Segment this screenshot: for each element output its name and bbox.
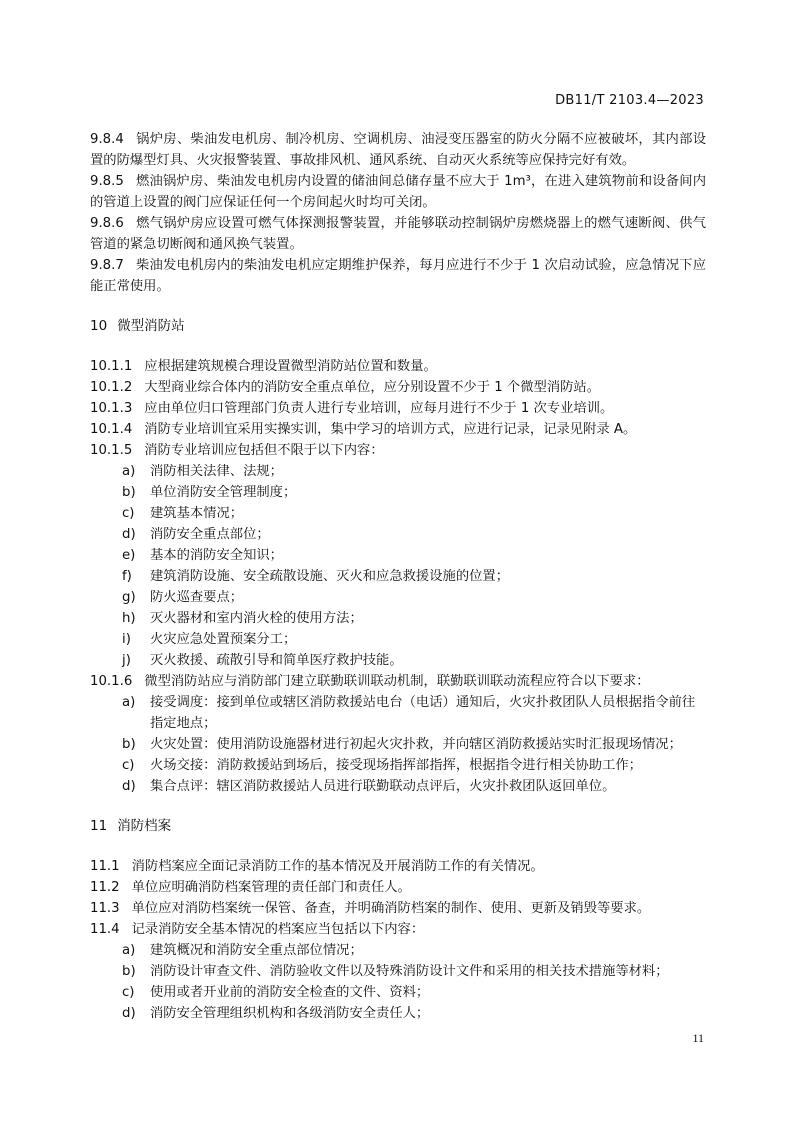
clause-number: 9.8.6 bbox=[90, 216, 124, 231]
paragraph-text: 建筑概况和消防安全重点部位情况； bbox=[150, 943, 363, 958]
list-item bbox=[90, 940, 706, 961]
clause-11-4 bbox=[90, 919, 706, 940]
paragraph-text: 单位消防安全管理制度； bbox=[150, 485, 297, 500]
list-item bbox=[90, 692, 706, 734]
list-item bbox=[90, 545, 706, 566]
paragraph-text: 锅炉房、柴油发电机房、制冷机房、空调机房、油浸变压器室的防火分隔不应被破坏，其内部设置的防爆型灯具、火灾报警装置、事故排风机、通风系统、自动灭火系统等应保持完好有效。 bbox=[90, 132, 706, 168]
paragraph-text: 建筑基本情况； bbox=[150, 506, 244, 521]
clause-10-1-6 bbox=[90, 671, 706, 692]
clause-10-1-5 bbox=[90, 440, 706, 461]
clause-number: 10.1.5 bbox=[90, 443, 133, 458]
list-item bbox=[90, 524, 706, 545]
paragraph-text: 火场交接：消防救援站到场后，接受现场指挥部指挥，根据指令进行相关协助工作； bbox=[150, 758, 642, 773]
list-item-letter: f) bbox=[122, 569, 132, 584]
list-item-letter: d) bbox=[122, 527, 136, 542]
list-item-letter: c) bbox=[122, 506, 135, 521]
clause-number: 10.1.1 bbox=[90, 359, 133, 374]
paragraph-text: 集合点评：辖区消防救援站人员进行联勤联动点评后，火灾扑救团队返回单位。 bbox=[150, 779, 616, 794]
clause-10-1-1 bbox=[90, 356, 706, 377]
list-item-letter: a) bbox=[122, 695, 136, 710]
paragraph-text: 使用或者开业前的消防安全检查的文件、资料； bbox=[150, 985, 430, 1000]
list-item-letter: h) bbox=[122, 611, 136, 626]
clause-11-3 bbox=[90, 898, 706, 919]
clause-9-8-5 bbox=[90, 171, 706, 213]
paragraph-text: 应由单位归口管理部门负责人进行专业培训，应每月进行不少于 1 次专业培训。 bbox=[144, 401, 614, 416]
list-item-letter: a) bbox=[122, 464, 136, 479]
paragraph-text: 微型消防站应与消防部门建立联勤联训联动机制，联勤联训联动流程应符合以下要求： bbox=[144, 674, 650, 689]
paragraph-text: 消防安全管理组织机构和各级消防安全责任人； bbox=[150, 1006, 430, 1021]
clause-number: 11.4 bbox=[90, 922, 120, 937]
paragraph-text: 接受调度：接到单位或辖区消防救援站电台（电话）通知后，火灾扑救团队人员根据指令前往指定地点； bbox=[150, 695, 696, 731]
list-item bbox=[90, 566, 706, 587]
clause-9-8-7 bbox=[90, 255, 706, 297]
paragraph-text: 建筑消防设施、安全疏散设施、灭火和应急救援设施的位置； bbox=[150, 569, 510, 584]
paragraph-text: 消防相关法律、法规； bbox=[150, 464, 283, 479]
list-item bbox=[90, 734, 706, 755]
clause-number: 10 bbox=[90, 318, 108, 334]
section-title: 消防档案 bbox=[117, 818, 172, 834]
clause-number: 10.1.4 bbox=[90, 422, 133, 437]
list-item bbox=[90, 1003, 706, 1024]
paragraph-text: 消防专业培训宜采用实操实训，集中学习的培训方式，应进行记录，记录见附录 A。 bbox=[144, 422, 637, 437]
list-item-letter: b) bbox=[122, 485, 136, 500]
list-item-letter: c) bbox=[122, 758, 135, 773]
paragraph-text: 消防设计审查文件、消防验收文件以及特殊消防设计文件和采用的相关技术措施等材料； bbox=[150, 964, 669, 979]
clause-number: 11.3 bbox=[90, 901, 120, 916]
clause-number: 11.1 bbox=[90, 859, 120, 874]
paragraph-text: 单位应明确消防档案管理的责任部门和责任人。 bbox=[131, 880, 411, 895]
paragraph-text: 大型商业综合体内的消防安全重点单位，应分别设置不少于 1 个微型消防站。 bbox=[144, 380, 601, 395]
list-item bbox=[90, 629, 706, 650]
clause-10-1-3 bbox=[90, 398, 706, 419]
clause-number: 10.1.3 bbox=[90, 401, 133, 416]
list-item-letter: e) bbox=[122, 548, 136, 563]
list-item bbox=[90, 982, 706, 1003]
list-item bbox=[90, 776, 706, 797]
paragraph-text: 防火巡查要点； bbox=[150, 590, 244, 605]
list-item bbox=[90, 650, 706, 671]
clause-10-1-4 bbox=[90, 419, 706, 440]
paragraph-text: 消防档案应全面记录消防工作的基本情况及开展消防工作的有关情况。 bbox=[131, 859, 544, 874]
paragraph-text: 记录消防安全基本情况的档案应当包括以下内容： bbox=[131, 922, 425, 937]
page-number: 11 bbox=[692, 1031, 704, 1045]
clause-number: 9.8.5 bbox=[90, 174, 124, 189]
paragraph-text: 火灾应急处置预案分工； bbox=[150, 632, 297, 647]
clause-9-8-4 bbox=[90, 129, 706, 171]
paragraph-text: 消防专业培训应包括但不限于以下内容： bbox=[144, 443, 384, 458]
paragraph-text: 火灾处置：使用消防设施器材进行初起火灾扑救，并向辖区消防救援站实时汇报现场情况； bbox=[150, 737, 682, 752]
section-heading bbox=[90, 316, 706, 337]
paragraph-text: 单位应对消防档案统一保管、备查，并明确消防档案的制作、使用、更新及销毁等要求。 bbox=[131, 901, 651, 916]
clause-number: 11.2 bbox=[90, 880, 120, 895]
clause-11-2 bbox=[90, 877, 706, 898]
clause-number: 10.1.2 bbox=[90, 380, 133, 395]
list-item-letter: b) bbox=[122, 964, 136, 979]
clause-number: 9.8.4 bbox=[90, 132, 124, 147]
document-body bbox=[90, 129, 706, 1024]
list-item bbox=[90, 503, 706, 524]
list-item-letter: c) bbox=[122, 985, 135, 1000]
clause-number: 9.8.7 bbox=[90, 258, 124, 273]
list-item bbox=[90, 755, 706, 776]
list-item bbox=[90, 461, 706, 482]
list-item-letter: i) bbox=[122, 632, 131, 647]
clause-9-8-6 bbox=[90, 213, 706, 255]
paragraph-text: 灭火救援、疏散引导和简单医疗救护技能。 bbox=[150, 653, 403, 668]
list-item-letter: b) bbox=[122, 737, 136, 752]
paragraph-text: 应根据建筑规模合理设置微型消防站位置和数量。 bbox=[144, 359, 437, 374]
paragraph-text: 柴油发电机房内的柴油发电机应定期维护保养，每月应进行不少于 1 次启动试验，应急情况下应能正常使用。 bbox=[90, 258, 706, 294]
list-item-letter: g) bbox=[122, 590, 136, 605]
list-item-letter: a) bbox=[122, 943, 136, 958]
list-item bbox=[90, 961, 706, 982]
document-id-header: DB11/T 2103.4—2023 bbox=[555, 93, 704, 108]
list-item bbox=[90, 608, 706, 629]
section-heading bbox=[90, 816, 706, 837]
paragraph-text: 消防安全重点部位； bbox=[150, 527, 270, 542]
list-item bbox=[90, 587, 706, 608]
clause-number: 11 bbox=[90, 818, 108, 834]
list-item-letter: j) bbox=[122, 653, 131, 668]
clause-number: 10.1.6 bbox=[90, 674, 133, 689]
section-title: 微型消防站 bbox=[117, 318, 185, 334]
paragraph-text: 灭火器材和室内消火栓的使用方法； bbox=[150, 611, 363, 626]
paragraph-text: 基本的消防安全知识； bbox=[150, 548, 283, 563]
paragraph-text: 燃油锅炉房、柴油发电机房内设置的储油间总储存量不应大于 1m³，在进入建筑物前和设备间内的管道上设置的阀门应保证任何一个房间起火时均可关闭。 bbox=[90, 174, 706, 210]
paragraph-text: 燃气锅炉房应设置可燃气体探测报警装置，并能够联动控制锅炉房燃烧器上的燃气速断阀、供气管道的紧急切断阀和通风换气装置。 bbox=[90, 216, 706, 252]
clause-11-1 bbox=[90, 856, 706, 877]
list-item bbox=[90, 482, 706, 503]
list-item-letter: d) bbox=[122, 1006, 136, 1021]
clause-10-1-2 bbox=[90, 377, 706, 398]
list-item-letter: d) bbox=[122, 779, 136, 794]
